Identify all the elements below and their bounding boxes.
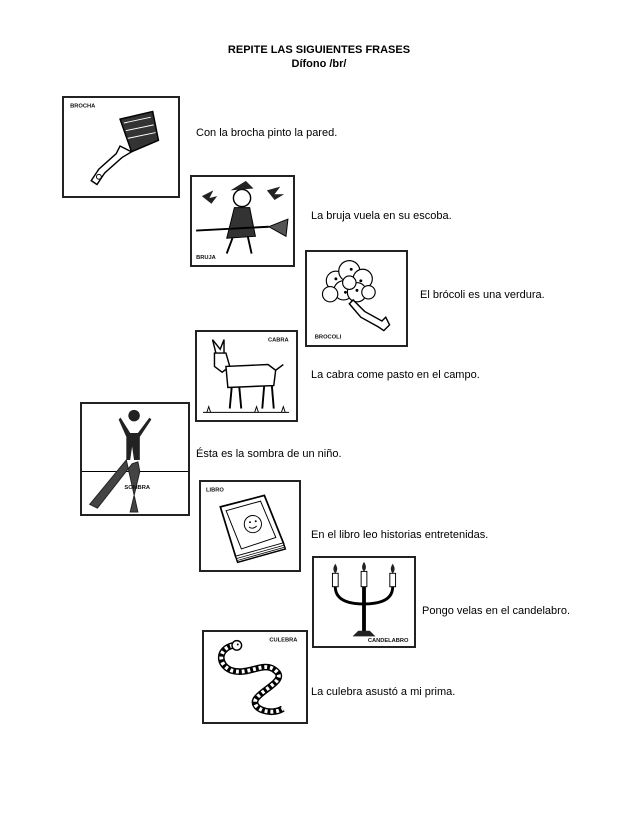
picture-label: CULEBRA [269, 637, 298, 644]
snake-icon [204, 632, 306, 722]
phrase-4: La cabra come pasto en el campo. [311, 369, 480, 381]
shadow-icon [82, 404, 188, 514]
phrase-7: Pongo velas en el candelabro. [422, 605, 570, 617]
picture-card-cabra [195, 330, 298, 422]
picture-label: SOMBRA [124, 484, 151, 491]
broccoli-icon [307, 252, 406, 345]
phrase-5: Ésta es la sombra de un niño. [196, 448, 342, 460]
picture-label: LIBRO [206, 487, 224, 494]
paintbrush-icon [64, 98, 178, 196]
picture-card-sombra [80, 402, 190, 516]
book-icon [201, 482, 299, 570]
picture-card-brocha [62, 96, 180, 198]
picture-card-libro [199, 480, 301, 572]
phrase-1: Con la brocha pinto la pared. [196, 127, 338, 139]
candelabra-icon [314, 558, 414, 646]
picture-card-brocoli [305, 250, 408, 347]
picture-label: CABRA [268, 337, 289, 344]
picture-card-bruja [190, 175, 295, 267]
picture-card-candelabro [312, 556, 416, 648]
worksheet-title: REPITE LAS SIGUIENTES FRASES [227, 44, 411, 56]
picture-label: BROCOLI [314, 334, 342, 341]
picture-label: BROCHA [70, 103, 96, 110]
witch-icon [192, 177, 293, 265]
worksheet-subtitle: Dífono /br/ [291, 58, 347, 70]
picture-label: CANDELABRO [367, 638, 409, 645]
picture-label: BRUJA [196, 255, 216, 262]
picture-card-culebra [202, 630, 308, 724]
phrase-6: En el libro leo historias entretenidas. [311, 529, 489, 541]
goat-icon [197, 332, 296, 420]
phrase-8: La culebra asustó a mi prima. [311, 686, 456, 698]
phrase-3: El brócoli es una verdura. [420, 289, 545, 301]
phrase-2: La bruja vuela en su escoba. [311, 210, 452, 222]
